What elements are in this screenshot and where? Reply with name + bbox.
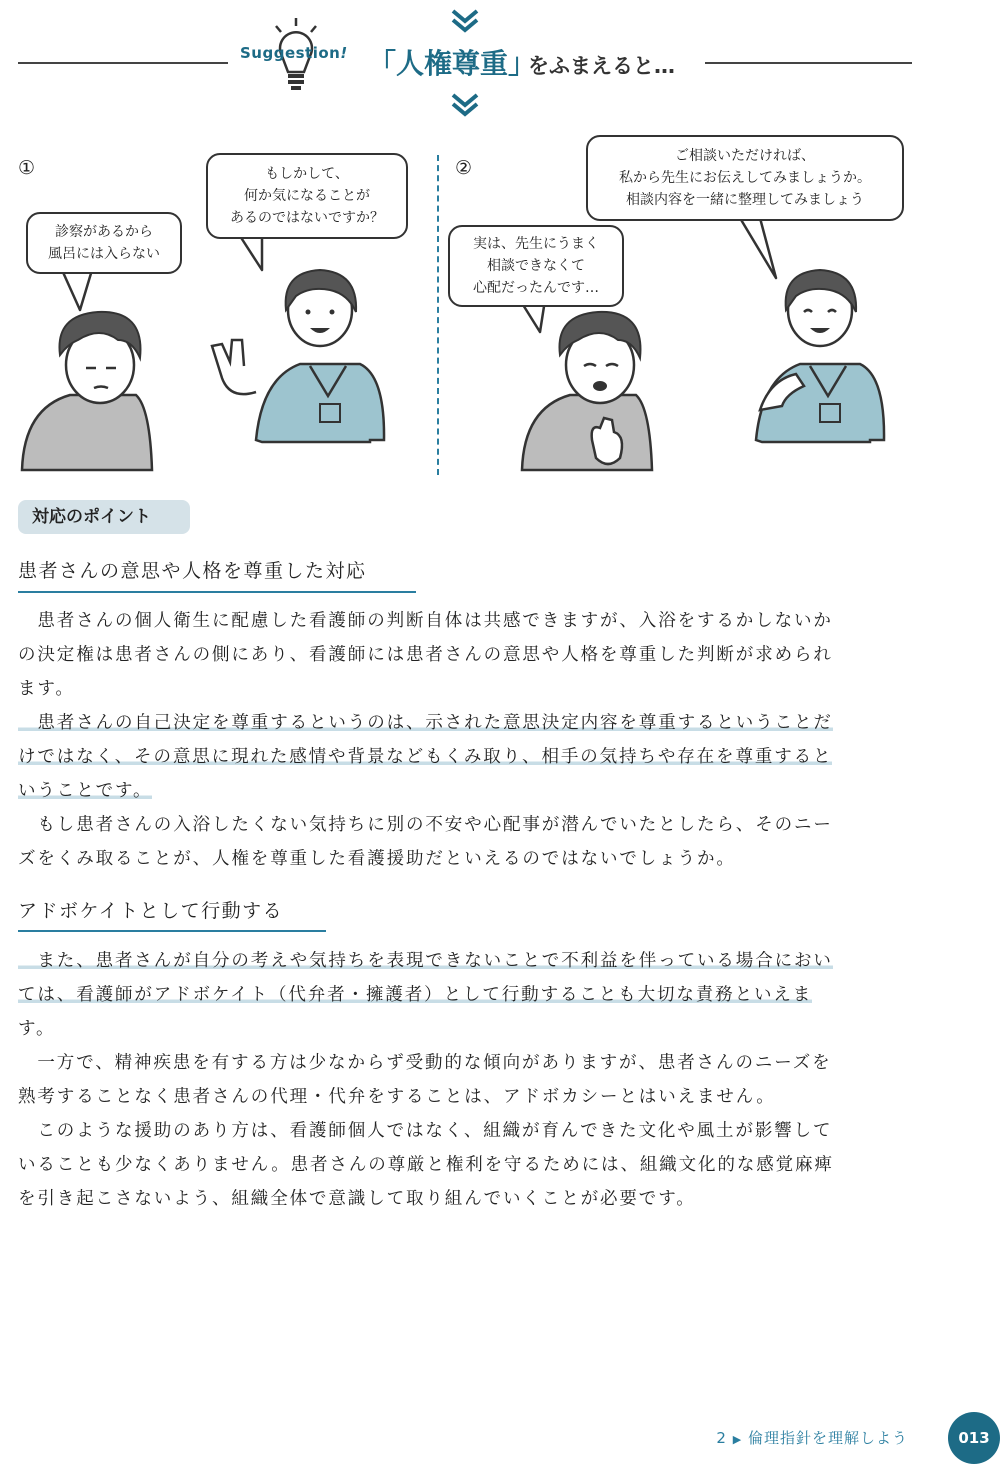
speech-bubble-nurse-1: もしかして、 何か気になることが あるのではないですか？	[206, 153, 408, 239]
suggestion-label: Suggestion!	[240, 44, 348, 62]
paragraph: このような援助のあり方は、看護師個人ではなく、組織が育んできた文化や風土が影響して いることも少なくありません。患者さんの尊厳と権利を守るためには、組織文化的な感覚麻痺 を引き起こさないよう、組織全体で意識して取り組んでいくことが必要です。	[18, 1121, 834, 1209]
speech-bubble-patient-1: 診察があるから 風呂には入らない	[26, 212, 182, 274]
nurse-figure	[212, 270, 384, 442]
panel-number-1: ①	[18, 157, 36, 179]
patient-figure	[22, 312, 152, 470]
section-heading: 患者さんの意思や人格を尊重した対応	[18, 560, 367, 582]
header-rule-right	[705, 62, 912, 64]
chapter-number: 2	[716, 1429, 727, 1447]
header-rule-left	[18, 62, 228, 64]
paragraph: もし患者さんの入浴したくない気持ちに別の不安や心配事が潜んでいたとしたら、そのニー ズをくみ取ることが、人権を尊重した看護援助だといえるのではないでしょうか。	[18, 815, 833, 869]
page-number: 013	[948, 1412, 1000, 1464]
nurse-figure	[756, 270, 884, 442]
section-heading: アドボケイトとして行動する	[18, 900, 284, 922]
section-label: 対応のポイント	[18, 500, 190, 534]
speech-bubble-nurse-2: ご相談いただければ、 私から先生にお伝えしてみましょうか。 相談内容を一緒に整理してみましょう	[586, 135, 904, 221]
paragraph: 患者さんの個人衛生に配慮した看護師の判断自体は共感できますが、入浴をするかしないか の決定権は患者さんの側にあり、看護師には患者さんの意思や人格を尊重した判断が求められ ます。	[18, 611, 833, 699]
page-title: 「人権尊重」	[368, 47, 537, 80]
paragraph: 一方で、精神疾患を有する方は少なからず受動的な傾向がありますが、患者さんのニーズを 熟考することなく患者さんの代理・代弁をすることは、アドボカシーとはいえません。	[18, 1053, 832, 1107]
section-heading-underline	[18, 591, 416, 593]
paragraph-highlighted: 患者さんの自己決定を尊重するというのは、示された意思決定内容を尊重するということだ けではなく、その意思に現れた感情や背景などもくみ取り、相手の気持ちや存在を尊重すると いうことです。	[18, 713, 833, 801]
play-arrow-icon: ▶	[732, 1433, 743, 1446]
page-subtitle: をふまえると…	[528, 54, 675, 78]
panel-number-2: ②	[455, 157, 473, 179]
chapter-footer	[716, 1427, 908, 1448]
section-heading-underline	[18, 930, 326, 932]
speech-bubble-patient-2: 実は、先生にうまく 相談できなくて 心配だったんです…	[448, 225, 624, 307]
chapter-title: 倫理指針を理解しよう	[747, 1429, 908, 1447]
paragraph-highlighted: また、患者さんが自分の考えや気持ちを表現できないことで不利益を伴っている場合におい ては、看護師がアドボケイト（代弁者・擁護者）として行動することも大切な責務といえま す。	[18, 951, 833, 1039]
patient-figure	[522, 312, 652, 470]
chevron-down-icon	[450, 8, 480, 34]
chevron-down-icon	[450, 92, 480, 118]
